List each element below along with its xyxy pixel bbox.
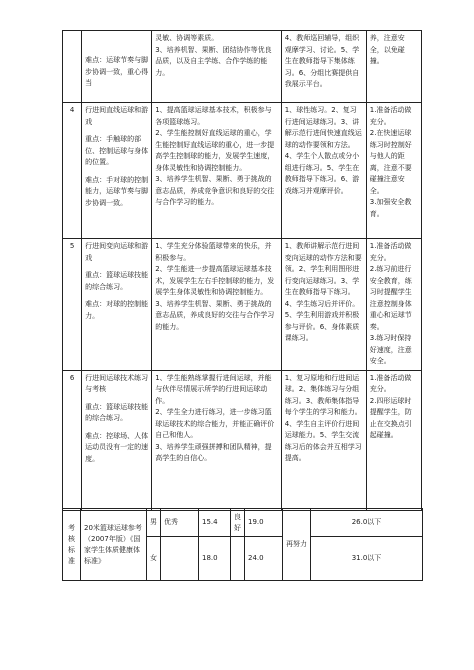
table-row (63, 31, 422, 103)
note-text: 1.准备活动做充分。 (369, 242, 412, 262)
gender-female: 女 (147, 537, 161, 581)
table-row (63, 239, 422, 371)
level-effort: 再努力 (283, 509, 311, 581)
teaching-method-cell (281, 370, 366, 510)
goal-text: 1、学生能熟练掌握行进间运球，并能与伙伴尽情展示所学的行进间运球动作。 (155, 373, 272, 405)
note-text: 养，注意安全，以免碰撞。 (369, 34, 405, 65)
male-good-value: 19.0 (245, 509, 283, 537)
goal-text: 3、培养学生顽强拼搏和团队精神，提高学生的自信心。 (155, 442, 272, 462)
lesson-topic: 行进间运球技术练习与考核 (85, 373, 149, 393)
lesson-key-point: 重点：篮球运球技能的综合练习。 (85, 271, 149, 291)
teaching-method-cell (281, 103, 366, 239)
lesson-goal-cell (152, 31, 282, 103)
lesson-difficulty: 难点：对球的控制能力。 (85, 300, 149, 320)
assessment-standard-table (62, 508, 423, 581)
assessment-label: 考核标准 (63, 509, 81, 581)
note-text: 3.加强安全教育。 (369, 198, 412, 218)
note-text: 2.四形运球时提醒学生，防止在交换点引起碰撞。 (369, 396, 412, 439)
assessment-item: 20米篮球运球参考（2007年版）《国家学生体质健康体标准》 (81, 509, 147, 581)
lesson-difficulty: 难点：手对球的控制能力，运球节奏与脚步协调一致。 (85, 175, 149, 207)
lesson-plan-table (62, 30, 422, 511)
method-text: 4、教师巡回辅导，组织观摩学习、讨论。5、学生在教师指导下集体练习。6、分组比赛提供自我展示平台。 (284, 34, 360, 88)
note-text: 2.练习前进行安全教育，练习时提醒学生注意控制身体重心和运球节奏。 (369, 265, 412, 331)
level-good: 良好 (231, 509, 245, 537)
male-excellent-value: 15.4 (199, 509, 231, 537)
method-text: 1、复习原地和行进间运球。2、集体练习与分组练习。3、教师集体指导每个学生的学习和能力。4、学生自主评价行进间运球能力。5、学生交流练习后的体会并互相学习提高。 (284, 373, 362, 462)
lesson-topic: 行进间直线运球和游戏 (85, 106, 149, 126)
lesson-number: 5 (63, 239, 82, 371)
note-cell (366, 31, 421, 103)
goal-text: 2、学生全力进行练习，进一步练习篮球运球技术的综合能力，并能正确评价自己和他人。 (155, 408, 275, 439)
method-text: 1、球性练习。2、复习行进间运球练习。3、讲解示范行进间快速直线运球的动作要领和方法。4、学生个人散点或分小组进行练习。5、学生在教师指导下练习。6、游戏练习并观摩评价。 (284, 106, 362, 195)
lesson-difficulty: 难点：运球节奏与脚步协调一致，重心得当 (85, 56, 149, 87)
female-excellent-value: 18.0 (199, 537, 231, 581)
lesson-content-cell (82, 31, 152, 103)
gender-male: 男 (147, 509, 161, 537)
goal-text: 2、学生能进一步提高篮球运球基本技术，发展学生左右手控制球的能力，发展学生身体灵敏性和协调控制能力。 (155, 265, 275, 296)
note-text: 2.在快速运球练习时控制好与他人的距离，注意不要碰撞注意安全。 (369, 129, 412, 195)
goal-text: 3、培养学生机智、果断、勇于挑战的意志品质，养成竞争意识和良好的交往与合作学习的能力。 (155, 175, 275, 206)
teaching-method-cell (281, 31, 366, 103)
lesson-topic: 行进间变向运球和游戏 (85, 242, 149, 262)
note-cell (366, 370, 421, 510)
lesson-content-cell (82, 103, 152, 239)
male-effort-value: 26.0以下 (311, 509, 423, 537)
lesson-content-cell (82, 370, 152, 510)
lesson-goal-cell (152, 103, 282, 239)
goal-text: 3、培养机智、果断、团结协作等优良品质，以及自主学练、合作学练的能力。 (155, 45, 272, 77)
table-row (63, 103, 422, 239)
note-text: 1.准备活动做充分。 (369, 373, 412, 393)
note-cell (366, 103, 421, 239)
female-effort-value: 31.0以下 (311, 537, 423, 581)
lesson-number: 6 (63, 370, 82, 510)
lesson-key-point: 重点：手触球的部位、控制运球与身体的位置。 (85, 135, 149, 166)
goal-text: 2、学生能控制好直线运球的重心，学生能控制好直线运球的重心，进一步提高学生控制球的能力，发展学生速度，身体灵敏性和协调控制能力。 (155, 129, 275, 172)
lesson-key-point: 重点：篮球运球技能的综合练习。 (85, 402, 149, 422)
lesson-content-cell (82, 239, 152, 371)
goal-text: 1、学生充分体验篮球带来的快乐，并积极参与。 (155, 242, 272, 262)
note-text: 3.练习时保持好速度，注意安全。 (369, 334, 412, 365)
table-row (63, 509, 423, 537)
method-text: 1、教师讲解示范行进间变向运球的动作方法和要领。2、学生利用图形进行变向运球练习。3、学生在教师指导下练习。4、学生练习后并评价。5、学生利用游戏并积极参与评价。6、身体素质课练习。 (284, 242, 362, 342)
goal-text: 3、培养学生机智、果断、勇于挑战的意志品质，养成良好的交往与合作学习的能力。 (155, 299, 275, 331)
note-cell (366, 239, 421, 371)
lesson-number (63, 31, 82, 103)
goal-text: 1、提高篮球运球基本技术，积极参与各项篮球练习。 (155, 106, 272, 126)
lesson-goal-cell (152, 239, 282, 371)
level-excellent: 优秀 (161, 509, 199, 537)
goal-text: 灵敏、协调等素质。 (155, 34, 219, 42)
teaching-method-cell (281, 239, 366, 371)
table-row (63, 370, 422, 510)
lesson-goal-cell (152, 370, 282, 510)
lesson-number: 4 (63, 103, 82, 239)
note-text: 1.准备活动做充分。 (369, 106, 412, 126)
female-good-value: 24.0 (245, 537, 283, 581)
lesson-difficulty: 难点：控球场、人体运动员没有一定的速度。 (85, 431, 149, 463)
